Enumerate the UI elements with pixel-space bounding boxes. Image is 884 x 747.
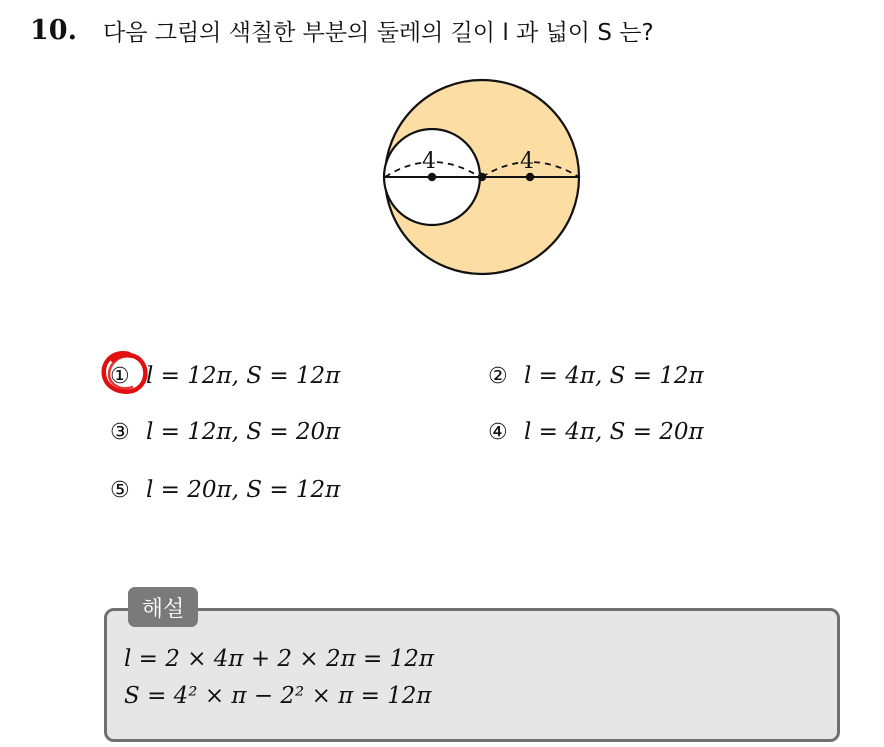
choice-5-value: l = 20π, S = 12π	[146, 477, 341, 503]
circle-figure	[375, 72, 590, 287]
label-left: 4	[422, 149, 436, 174]
choice-4-number: ④	[488, 419, 508, 445]
center-dot-middle	[478, 173, 486, 181]
question-number: 10.	[30, 14, 77, 46]
question-text: 다음 그림의 색칠한 부분의 둘레의 길이 l 과 넓이 S 는?	[102, 19, 654, 46]
choice-1-number: ①	[110, 363, 130, 389]
choice-5[interactable]	[110, 472, 340, 508]
choice-2-number: ②	[488, 363, 508, 389]
choice-3[interactable]	[110, 414, 340, 450]
answer-mark-icon	[99, 348, 151, 398]
choice-1-value: l = 12π, S = 12π	[146, 363, 341, 389]
choice-3-value: l = 12π, S = 20π	[146, 419, 341, 445]
solution-line-2: S = 4² × π − 2² × π = 12π	[124, 683, 432, 709]
choice-2-value: l = 4π, S = 12π	[524, 363, 704, 389]
solution-tab: 해설	[128, 587, 198, 627]
question-header	[30, 10, 654, 50]
choice-4[interactable]	[488, 414, 704, 450]
center-dot-left	[428, 173, 436, 181]
solution-box	[104, 608, 840, 742]
choice-3-number: ③	[110, 419, 130, 445]
solution-line-1: l = 2 × 4π + 2 × 2π = 12π	[124, 646, 434, 672]
label-right: 4	[520, 149, 534, 174]
choice-4-value: l = 4π, S = 20π	[524, 419, 704, 445]
center-dot-right	[526, 173, 534, 181]
choice-2[interactable]	[488, 358, 704, 394]
choice-5-number: ⑤	[110, 477, 130, 503]
